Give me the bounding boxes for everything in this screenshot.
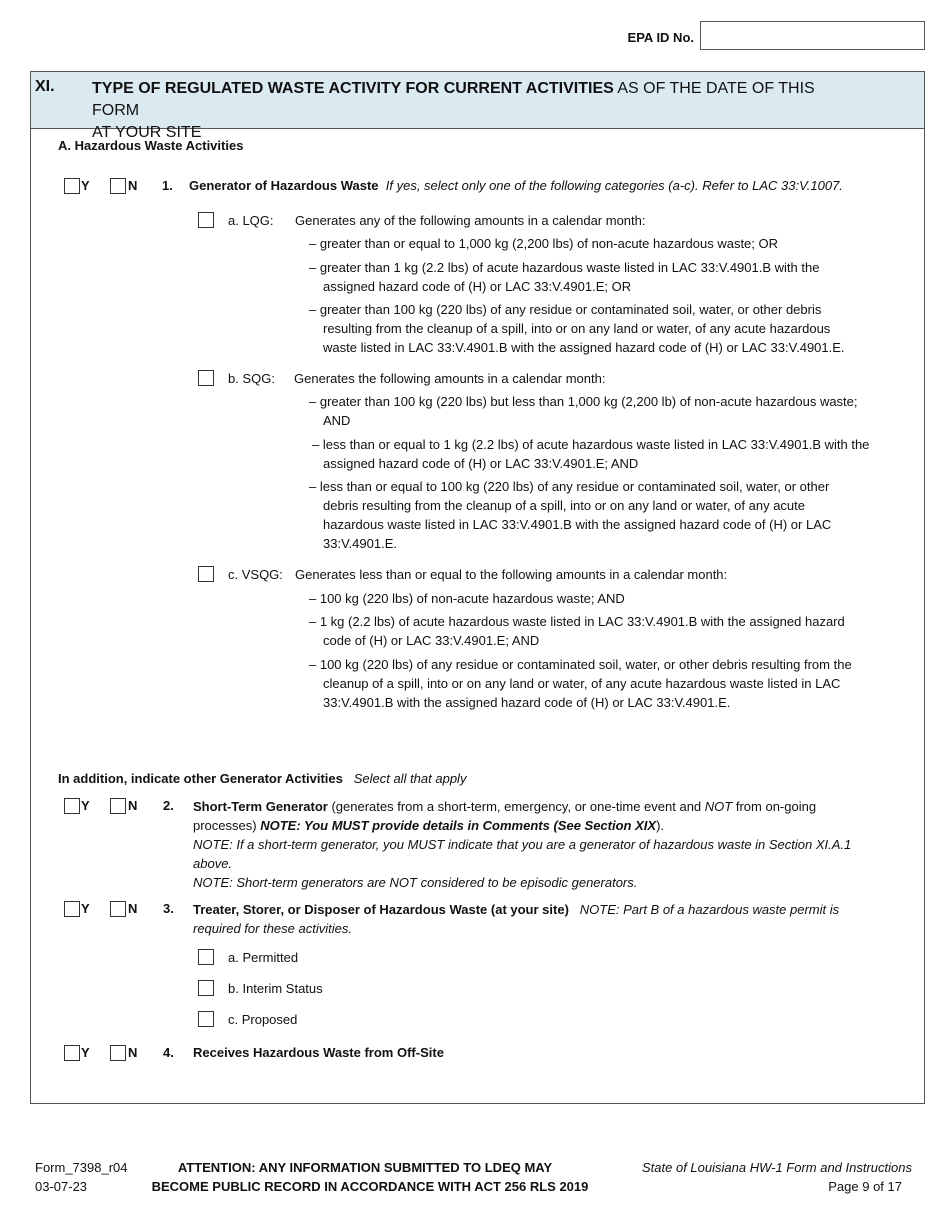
subsection-a-label: A. Hazardous Waste Activities — [58, 138, 244, 153]
item3-proposed-checkbox[interactable] — [198, 1011, 214, 1027]
sqg-line: – less than or equal to 1 kg (2.2 lbs) of acute hazardous waste listed in LAC 33:V.4901.B with the — [312, 437, 870, 452]
item4-no-checkbox[interactable] — [110, 1045, 126, 1061]
item3-yes-checkbox[interactable] — [64, 901, 80, 917]
item2-desc-not: NOT — [704, 799, 733, 814]
lqg-desc: Generates any of the following amounts in a calendar month: — [295, 213, 646, 228]
item2-note1b: above. — [193, 856, 233, 871]
item2-desc2: from on-going — [732, 799, 817, 814]
item3-permitted-checkbox[interactable] — [198, 949, 214, 965]
item2-line2-bold: NOTE: You MUST provide details in Comments (See Section XIX — [260, 818, 657, 833]
item2-line2-end: ). — [656, 818, 665, 833]
item2-title: Short-Term Generator — [193, 799, 328, 814]
sqg-line: 33:V.4901.E. — [323, 536, 397, 551]
sqg-line: assigned hazard code of (H) or LAC 33:V.4901.E; AND — [323, 456, 639, 471]
item1-yes-label: Y — [81, 178, 90, 193]
item4-no-label: N — [128, 1045, 138, 1060]
item3-interim-checkbox[interactable] — [198, 980, 214, 996]
lqg-checkbox[interactable] — [198, 212, 214, 228]
item1-note: If yes, select only one of the following categories (a-c). Refer to LAC 33:V.1007. — [385, 178, 843, 193]
item1-text — [189, 178, 843, 193]
item3-no-checkbox[interactable] — [110, 901, 126, 917]
vsqg-line: 33:V.4901.B with the assigned hazard code of (H) or LAC 33:V.4901.E. — [323, 695, 731, 710]
vsqg-line: – 100 kg (220 lbs) of non-acute hazardous waste; AND — [309, 591, 625, 606]
lqg-line: waste listed in LAC 33:V.4901.B with the assigned hazard code of (H) or LAC 33:V.4901.E. — [323, 340, 845, 355]
item2-yes-checkbox[interactable] — [64, 798, 80, 814]
sqg-line: – less than or equal to 100 kg (220 lbs) of any residue or contaminated soil, water, or other — [309, 479, 830, 494]
vsqg-line: – 100 kg (220 lbs) of any residue or contaminated soil, water, or other debris resulting from the — [309, 657, 852, 672]
item1-yes-checkbox[interactable] — [64, 178, 80, 194]
item1-number: 1. — [162, 178, 173, 193]
vsqg-checkbox[interactable] — [198, 566, 214, 582]
section-title — [92, 78, 852, 144]
sqg-checkbox[interactable] — [198, 370, 214, 386]
vsqg-line: – 1 kg (2.2 lbs) of acute hazardous waste listed in LAC 33:V.4901.B with the assigned hazard — [309, 614, 845, 629]
item2-no-label: N — [128, 798, 138, 813]
item4-title: Receives Hazardous Waste from Off-Site — [193, 1045, 444, 1060]
item3-note: NOTE: Part B of a hazardous waste permit is — [579, 902, 840, 917]
sqg-line: debris resulting from the cleanup of a spill, into or on any land or water, of any acute — [323, 498, 805, 513]
sqg-label: b. SQG: — [228, 371, 275, 386]
sqg-desc: Generates the following amounts in a calendar month: — [294, 371, 606, 386]
item2-note2: NOTE: Short-term generators are NOT considered to be episodic generators. — [193, 875, 638, 890]
lqg-label: a. LQG: — [228, 213, 274, 228]
item2-no-checkbox[interactable] — [110, 798, 126, 814]
item3-no-label: N — [128, 901, 138, 916]
item1-no-checkbox[interactable] — [110, 178, 126, 194]
section-title-rest: AS OF THE DATE OF THIS FORM — [92, 80, 815, 119]
item2-line2-plain: processes) — [193, 818, 261, 833]
item3-yes-label: Y — [81, 901, 90, 916]
lqg-line: – greater than or equal to 1,000 kg (2,200 lbs) of non-acute hazardous waste; OR — [309, 236, 779, 251]
other-gen-label: In addition, indicate other Generator Activities — [58, 771, 343, 786]
item2-note1: NOTE: If a short-term generator, you MUST indicate that you are a generator of hazardous waste in Section XI.A.1 — [193, 837, 852, 852]
item3-option-label: a. Permitted — [228, 950, 299, 965]
epa-id-label: EPA ID No. — [627, 30, 694, 45]
item4-yes-checkbox[interactable] — [64, 1045, 80, 1061]
item3-number: 3. — [163, 901, 174, 916]
item1-title: Generator of Hazardous Waste — [189, 178, 379, 193]
item3-title: Treater, Storer, or Disposer of Hazardous Waste (at your site) — [193, 902, 569, 917]
footer-attention-2: BECOME PUBLIC RECORD IN ACCORDANCE WITH ACT 256 RLS 2019 — [151, 1179, 589, 1194]
section-number: XI. — [35, 78, 55, 95]
section-title-bold: TYPE OF REGULATED WASTE ACTIVITY FOR CURRENT ACTIVITIES — [92, 80, 614, 97]
lqg-line: assigned hazard code of (H) or LAC 33:V.4901.E; OR — [323, 279, 632, 294]
sqg-line: AND — [323, 413, 351, 428]
lqg-line: resulting from the cleanup of a spill, into or on any land or water, of any acute hazardous — [323, 321, 831, 336]
sqg-line: hazardous waste listed in LAC 33:V.4901.B with the assigned hazard code of (H) or LAC — [323, 517, 832, 532]
section-title-line2: AT YOUR SITE — [92, 124, 202, 141]
epa-id-input[interactable] — [700, 21, 925, 50]
vsqg-desc: Generates less than or equal to the following amounts in a calendar month: — [295, 567, 728, 582]
lqg-line: – greater than 100 kg (220 lbs) of any residue or contaminated soil, water, or other debris — [309, 302, 822, 317]
item1-no-label: N — [128, 178, 138, 193]
item2-line2 — [193, 816, 664, 835]
footer-page: Page 9 of 17 — [828, 1179, 902, 1194]
item2-number: 2. — [163, 798, 174, 813]
vsqg-line: cleanup of a spill, into or on any land or water, of any acute hazardous waste listed in LAC — [323, 676, 841, 691]
footer-attention-1: ATTENTION: ANY INFORMATION SUBMITTED TO LDEQ MAY — [177, 1160, 553, 1175]
item3-line1 — [193, 900, 839, 919]
item2-line1 — [193, 797, 816, 816]
footer-state: State of Louisiana HW-1 Form and Instructions — [642, 1160, 912, 1175]
other-gen-heading — [58, 771, 466, 786]
item3-option-label: c. Proposed — [228, 1012, 298, 1027]
item4-number: 4. — [163, 1045, 174, 1060]
sqg-line: – greater than 100 kg (220 lbs) but less than 1,000 kg (2,200 lb) of non-acute hazardous waste; — [309, 394, 858, 409]
footer-form-id: Form_7398_r04 — [35, 1160, 128, 1175]
item2-yes-label: Y — [81, 798, 90, 813]
footer-date: 03-07-23 — [35, 1179, 88, 1194]
vsqg-label: c. VSQG: — [228, 567, 283, 582]
lqg-line: – greater than 1 kg (2.2 lbs) of acute hazardous waste listed in LAC 33:V.4901.B with the — [309, 260, 820, 275]
item2-desc1: (generates from a short-term, emergency, or one-time event and — [327, 799, 705, 814]
item3-option-label: b. Interim Status — [228, 981, 323, 996]
item4-yes-label: Y — [81, 1045, 90, 1060]
other-gen-note: Select all that apply — [353, 771, 467, 786]
vsqg-line: code of (H) or LAC 33:V.4901.E; AND — [323, 633, 540, 648]
item3-note2: required for these activities. — [193, 921, 352, 936]
